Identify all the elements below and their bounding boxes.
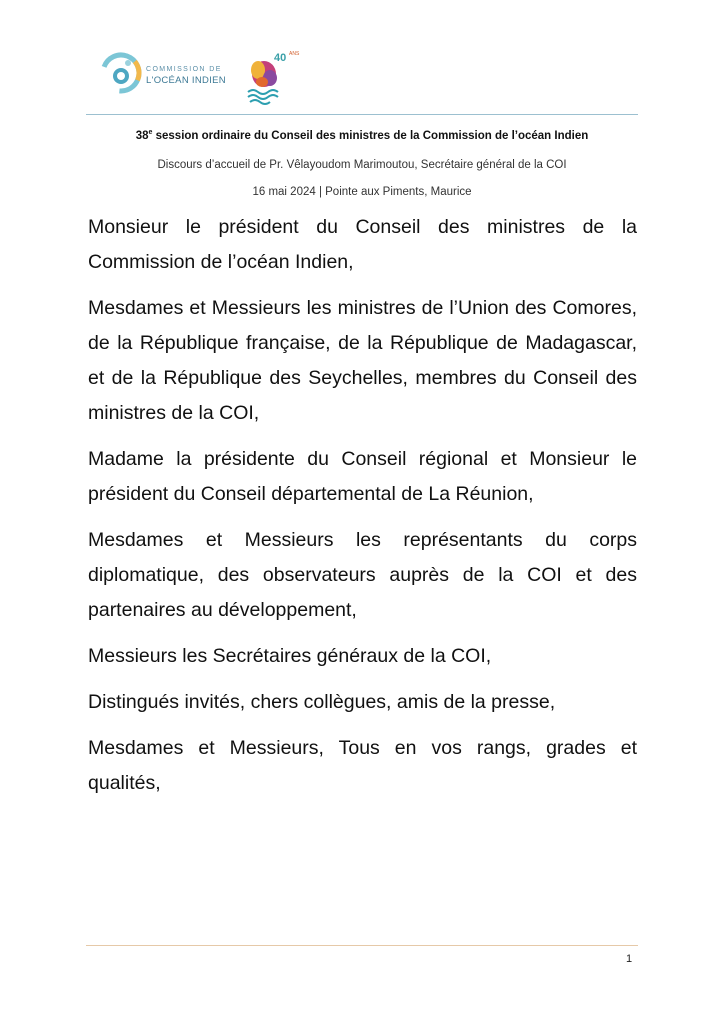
anniversary-logo bbox=[244, 52, 304, 108]
coi-logo-line1: COMMISSION DE bbox=[146, 66, 222, 73]
paragraph: Messieurs les Secrétaires généraux de la COI, bbox=[88, 645, 492, 667]
paragraph: Mesdames et Messieurs les représentants du corps diplomatique, des observateurs auprès de la COI et des partenaires au développement, bbox=[88, 529, 637, 621]
page-number: 1 bbox=[626, 953, 633, 965]
paragraph: Distingués invités, chers collègues, amis de la presse, bbox=[88, 691, 556, 713]
coi-logo-line2: L'OCÉAN INDIEN bbox=[146, 75, 226, 86]
header-divider bbox=[86, 114, 638, 115]
anniversary-suffix: ANS bbox=[289, 51, 300, 57]
anniversary-number: 40 bbox=[274, 52, 287, 64]
paragraph: Mesdames et Messieurs, Tous en vos rangs, grades et qualités, bbox=[88, 737, 637, 794]
coi-logo bbox=[100, 52, 260, 100]
paragraph: Madame la présidente du Conseil régional et Monsieur le président du Conseil départemental de La Réunion, bbox=[88, 448, 637, 505]
speech-body bbox=[88, 210, 637, 812]
speech-subtitle: Discours d’accueil de Pr. Vêlayoudom Marimoutou, Secrétaire général de la COI bbox=[157, 159, 567, 171]
paragraph: Mesdames et Messieurs les ministres de l’Union des Comores, de la République française, de la République de Madagascar, et de la République des Seychelles, membres du Conseil des ministres de la COI, bbox=[88, 297, 637, 424]
paragraph: Monsieur le président du Conseil des ministres de la Commission de l’océan Indien, bbox=[88, 216, 637, 273]
date-place: 16 mai 2024 | Pointe aux Piments, Maurice bbox=[252, 186, 472, 198]
footer-divider bbox=[86, 945, 638, 946]
session-title: 38e session ordinaire du Conseil des ministres de la Commission de l’océan Indien bbox=[135, 129, 589, 142]
coi-logo-icon bbox=[100, 52, 142, 94]
